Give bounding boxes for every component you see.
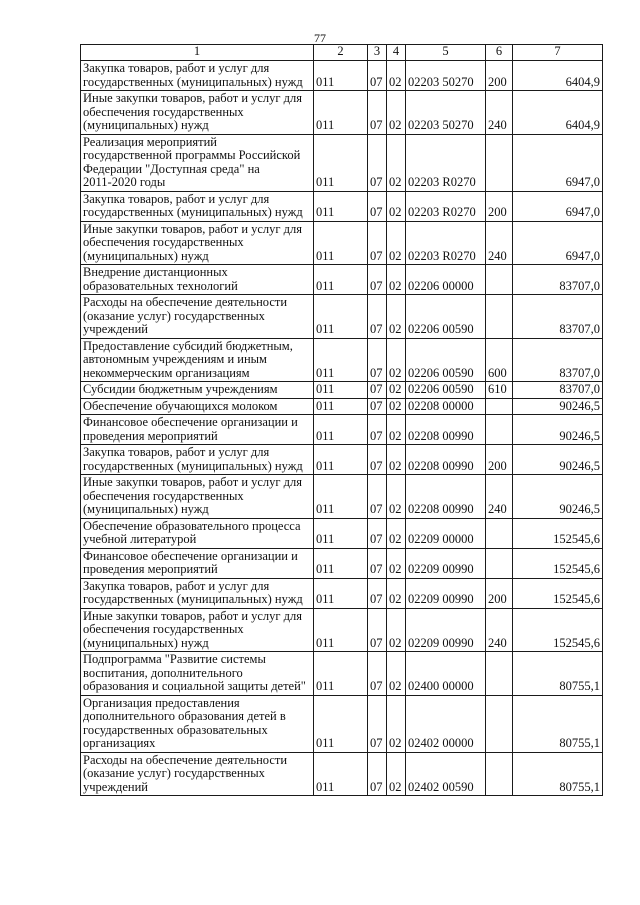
column-header: 6 xyxy=(486,45,513,61)
subsection-code: 02 xyxy=(387,265,406,295)
expense-type-code: 240 xyxy=(486,475,513,519)
target-article-code: 02209 00000 xyxy=(406,518,486,548)
ministry-code: 011 xyxy=(314,518,368,548)
column-header: 3 xyxy=(368,45,387,61)
expense-type-code xyxy=(486,398,513,415)
item-name: Расходы на обеспечение деятельности (оказание услуг) государственных учреждений xyxy=(81,752,314,796)
table-header-row xyxy=(81,45,603,61)
expense-type-code xyxy=(486,695,513,752)
expense-type-code: 240 xyxy=(486,221,513,265)
ministry-code: 011 xyxy=(314,221,368,265)
section-code: 07 xyxy=(368,578,387,608)
section-code: 07 xyxy=(368,415,387,445)
table-row xyxy=(81,265,603,295)
item-name: Финансовое обеспечение организации и проведения мероприятий xyxy=(81,415,314,445)
subsection-code: 02 xyxy=(387,608,406,652)
table-row xyxy=(81,695,603,752)
item-name: Иные закупки товаров, работ и услуг для обеспечения государственных (муниципальных) нужд xyxy=(81,475,314,519)
item-name: Иные закупки товаров, работ и услуг для обеспечения государственных (муниципальных) нужд xyxy=(81,91,314,135)
target-article-code: 02206 00590 xyxy=(406,382,486,399)
item-name: Иные закупки товаров, работ и услуг для обеспечения государственных (муниципальных) нужд xyxy=(81,608,314,652)
ministry-code: 011 xyxy=(314,695,368,752)
expense-type-code: 600 xyxy=(486,338,513,382)
ministry-code: 011 xyxy=(314,61,368,91)
amount: 90246,5 xyxy=(513,415,603,445)
item-name: Организация предоставления дополнительного образования детей в государственных образовательных организациях xyxy=(81,695,314,752)
item-name: Обеспечение образовательного процесса учебной литературой xyxy=(81,518,314,548)
table-row xyxy=(81,134,603,191)
ministry-code: 011 xyxy=(314,752,368,796)
target-article-code: 02206 00590 xyxy=(406,338,486,382)
expense-type-code: 200 xyxy=(486,191,513,221)
table-row xyxy=(81,578,603,608)
amount: 6947,0 xyxy=(513,134,603,191)
expense-type-code: 240 xyxy=(486,608,513,652)
amount: 83707,0 xyxy=(513,382,603,399)
section-code: 07 xyxy=(368,61,387,91)
subsection-code: 02 xyxy=(387,518,406,548)
table-row xyxy=(81,608,603,652)
ministry-code: 011 xyxy=(314,91,368,135)
amount: 80755,1 xyxy=(513,652,603,696)
section-code: 07 xyxy=(368,608,387,652)
table-row xyxy=(81,548,603,578)
section-code: 07 xyxy=(368,338,387,382)
expense-type-code xyxy=(486,518,513,548)
section-code: 07 xyxy=(368,265,387,295)
target-article-code: 02203 50270 xyxy=(406,61,486,91)
subsection-code: 02 xyxy=(387,445,406,475)
ministry-code: 011 xyxy=(314,191,368,221)
ministry-code: 011 xyxy=(314,415,368,445)
section-code: 07 xyxy=(368,652,387,696)
expense-type-code: 200 xyxy=(486,61,513,91)
target-article-code: 02206 00000 xyxy=(406,265,486,295)
target-article-code: 02206 00590 xyxy=(406,295,486,339)
target-article-code: 02208 00990 xyxy=(406,475,486,519)
section-code: 07 xyxy=(368,382,387,399)
subsection-code: 02 xyxy=(387,91,406,135)
table-row xyxy=(81,415,603,445)
section-code: 07 xyxy=(368,518,387,548)
budget-table xyxy=(80,44,603,796)
target-article-code: 02208 00000 xyxy=(406,398,486,415)
expense-type-code xyxy=(486,652,513,696)
amount: 152545,6 xyxy=(513,518,603,548)
subsection-code: 02 xyxy=(387,134,406,191)
table-row xyxy=(81,91,603,135)
item-name: Закупка товаров, работ и услуг для государственных (муниципальных) нужд xyxy=(81,578,314,608)
target-article-code: 02209 00990 xyxy=(406,578,486,608)
amount: 152545,6 xyxy=(513,578,603,608)
section-code: 07 xyxy=(368,475,387,519)
ministry-code: 011 xyxy=(314,134,368,191)
expense-type-code xyxy=(486,265,513,295)
ministry-code: 011 xyxy=(314,475,368,519)
subsection-code: 02 xyxy=(387,61,406,91)
target-article-code: 02203 R0270 xyxy=(406,221,486,265)
section-code: 07 xyxy=(368,134,387,191)
column-header: 1 xyxy=(81,45,314,61)
ministry-code: 011 xyxy=(314,338,368,382)
amount: 83707,0 xyxy=(513,338,603,382)
ministry-code: 011 xyxy=(314,608,368,652)
section-code: 07 xyxy=(368,445,387,475)
ministry-code: 011 xyxy=(314,578,368,608)
expense-type-code xyxy=(486,752,513,796)
item-name: Иные закупки товаров, работ и услуг для обеспечения государственных (муниципальных) нужд xyxy=(81,221,314,265)
ministry-code: 011 xyxy=(314,382,368,399)
expense-type-code xyxy=(486,415,513,445)
amount: 152545,6 xyxy=(513,548,603,578)
section-code: 07 xyxy=(368,91,387,135)
section-code: 07 xyxy=(368,295,387,339)
ministry-code: 011 xyxy=(314,445,368,475)
subsection-code: 02 xyxy=(387,578,406,608)
table-row xyxy=(81,382,603,399)
ministry-code: 011 xyxy=(314,652,368,696)
amount: 90246,5 xyxy=(513,445,603,475)
table-row xyxy=(81,475,603,519)
target-article-code: 02209 00990 xyxy=(406,548,486,578)
table-row xyxy=(81,191,603,221)
amount: 6947,0 xyxy=(513,221,603,265)
target-article-code: 02402 00590 xyxy=(406,752,486,796)
item-name: Закупка товаров, работ и услуг для государственных (муниципальных) нужд xyxy=(81,191,314,221)
section-code: 07 xyxy=(368,191,387,221)
expense-type-code: 200 xyxy=(486,578,513,608)
item-name: Закупка товаров, работ и услуг для государственных (муниципальных) нужд xyxy=(81,61,314,91)
subsection-code: 02 xyxy=(387,295,406,339)
table-row xyxy=(81,221,603,265)
section-code: 07 xyxy=(368,548,387,578)
target-article-code: 02203 50270 xyxy=(406,91,486,135)
amount: 6404,9 xyxy=(513,61,603,91)
table-row xyxy=(81,518,603,548)
subsection-code: 02 xyxy=(387,398,406,415)
item-name: Обеспечение обучающихся молоком xyxy=(81,398,314,415)
column-header: 5 xyxy=(406,45,486,61)
item-name: Реализация мероприятий государственной программы Российской Федерации "Доступная среда" на 2011-2020 годы xyxy=(81,134,314,191)
ministry-code: 011 xyxy=(314,295,368,339)
section-code: 07 xyxy=(368,752,387,796)
table-row xyxy=(81,652,603,696)
amount: 6947,0 xyxy=(513,191,603,221)
column-header: 4 xyxy=(387,45,406,61)
subsection-code: 02 xyxy=(387,338,406,382)
subsection-code: 02 xyxy=(387,221,406,265)
item-name: Предоставление субсидий бюджетным, автономным учреждениям и иным некоммерческим организациям xyxy=(81,338,314,382)
target-article-code: 02209 00990 xyxy=(406,608,486,652)
target-article-code: 02402 00000 xyxy=(406,695,486,752)
expense-type-code xyxy=(486,134,513,191)
table-row xyxy=(81,338,603,382)
target-article-code: 02203 R0270 xyxy=(406,134,486,191)
amount: 6404,9 xyxy=(513,91,603,135)
section-code: 07 xyxy=(368,221,387,265)
subsection-code: 02 xyxy=(387,548,406,578)
column-header: 2 xyxy=(314,45,368,61)
amount: 90246,5 xyxy=(513,475,603,519)
item-name: Внедрение дистанционных образовательных технологий xyxy=(81,265,314,295)
expense-type-code: 610 xyxy=(486,382,513,399)
expense-type-code xyxy=(486,295,513,339)
subsection-code: 02 xyxy=(387,652,406,696)
item-name: Расходы на обеспечение деятельности (оказание услуг) государственных учреждений xyxy=(81,295,314,339)
amount: 152545,6 xyxy=(513,608,603,652)
item-name: Финансовое обеспечение организации и проведения мероприятий xyxy=(81,548,314,578)
subsection-code: 02 xyxy=(387,475,406,519)
table-row xyxy=(81,445,603,475)
expense-type-code: 200 xyxy=(486,445,513,475)
ministry-code: 011 xyxy=(314,265,368,295)
expense-type-code: 240 xyxy=(486,91,513,135)
section-code: 07 xyxy=(368,695,387,752)
amount: 83707,0 xyxy=(513,295,603,339)
amount: 80755,1 xyxy=(513,695,603,752)
table-row xyxy=(81,61,603,91)
target-article-code: 02208 00990 xyxy=(406,445,486,475)
subsection-code: 02 xyxy=(387,382,406,399)
subsection-code: 02 xyxy=(387,415,406,445)
table-row xyxy=(81,398,603,415)
section-code: 07 xyxy=(368,398,387,415)
amount: 83707,0 xyxy=(513,265,603,295)
table-row xyxy=(81,752,603,796)
amount: 90246,5 xyxy=(513,398,603,415)
subsection-code: 02 xyxy=(387,695,406,752)
expense-type-code xyxy=(486,548,513,578)
subsection-code: 02 xyxy=(387,752,406,796)
ministry-code: 011 xyxy=(314,398,368,415)
ministry-code: 011 xyxy=(314,548,368,578)
amount: 80755,1 xyxy=(513,752,603,796)
table-row xyxy=(81,295,603,339)
target-article-code: 02400 00000 xyxy=(406,652,486,696)
item-name: Субсидии бюджетным учреждениям xyxy=(81,382,314,399)
item-name: Подпрограмма "Развитие системы воспитания, дополнительного образования и социальной защиты детей" xyxy=(81,652,314,696)
target-article-code: 02208 00990 xyxy=(406,415,486,445)
page-number: 77 xyxy=(314,31,326,45)
target-article-code: 02203 R0270 xyxy=(406,191,486,221)
subsection-code: 02 xyxy=(387,191,406,221)
column-header: 7 xyxy=(513,45,603,61)
item-name: Закупка товаров, работ и услуг для государственных (муниципальных) нужд xyxy=(81,445,314,475)
